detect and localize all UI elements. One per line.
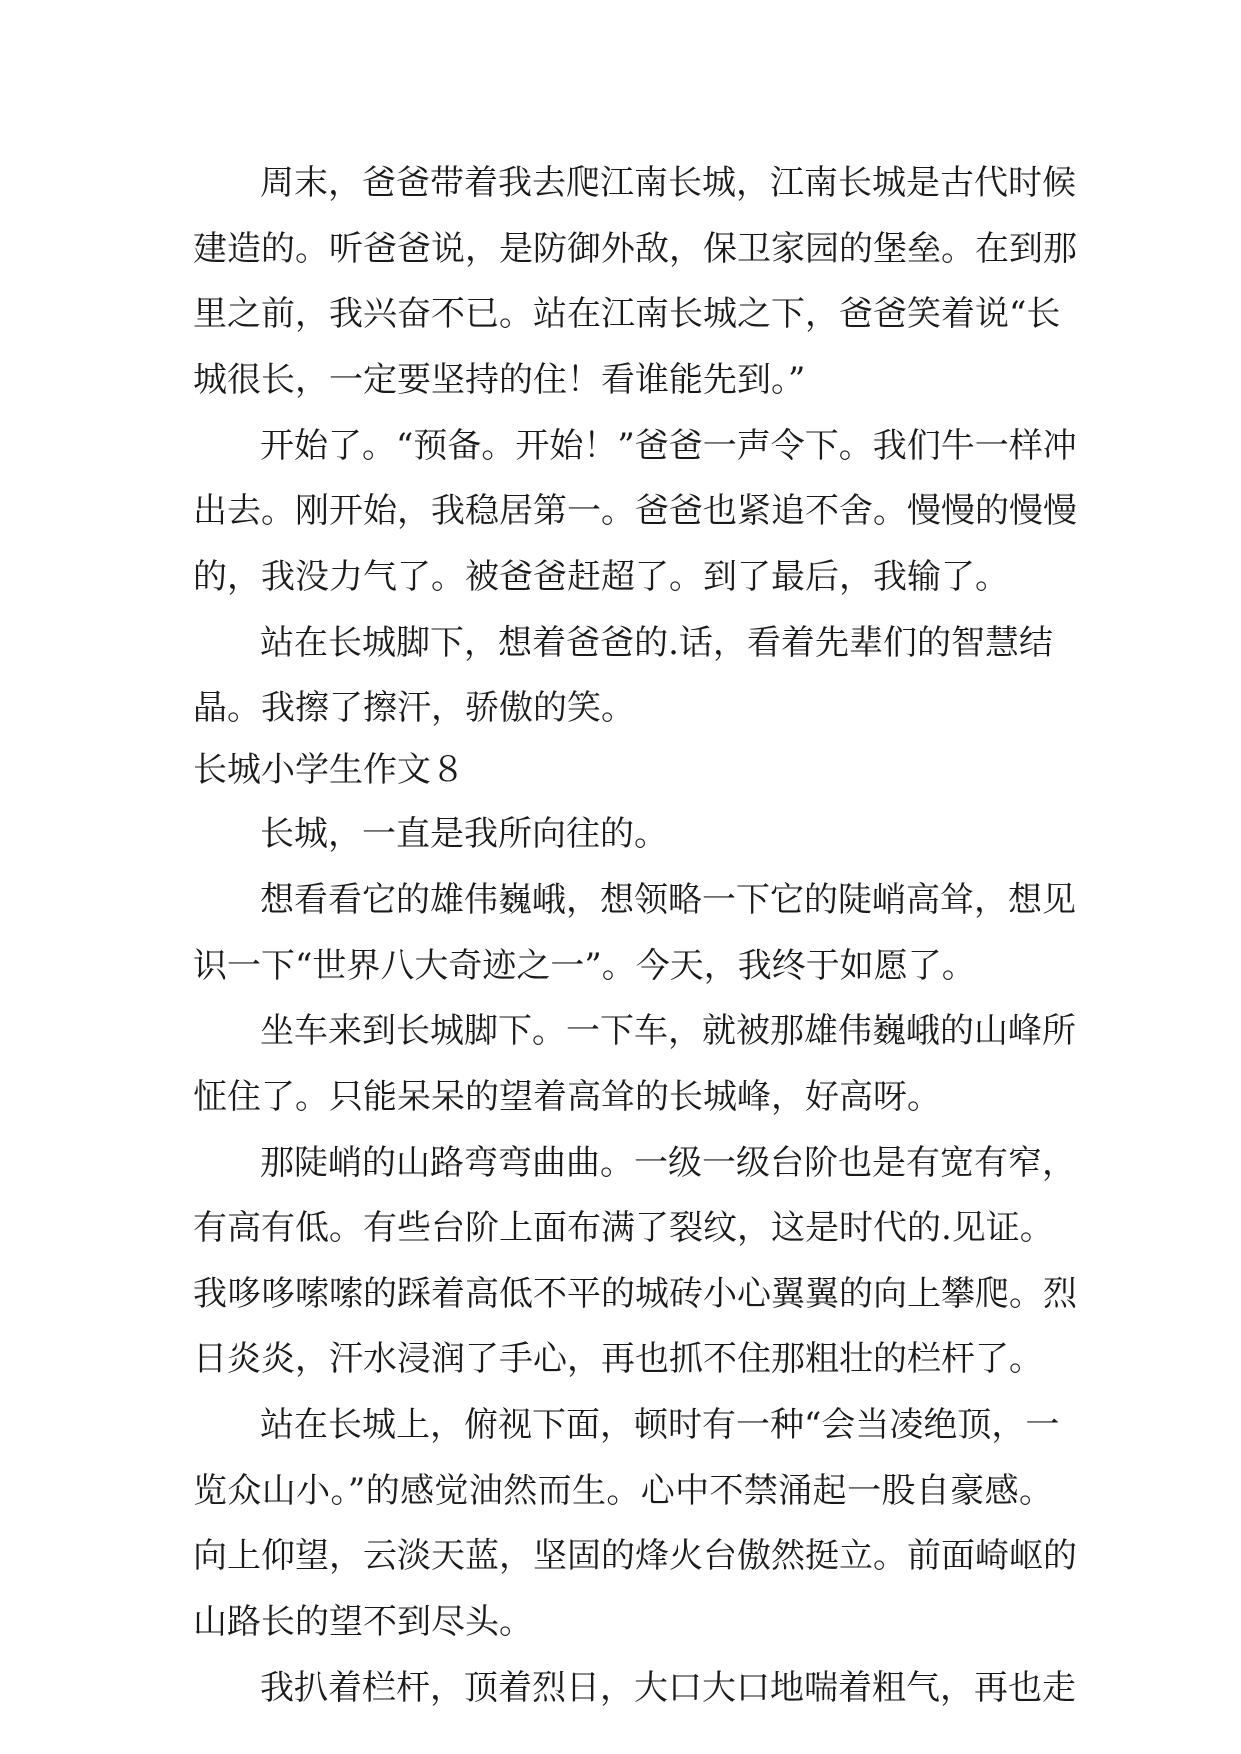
paragraph-line: 我扒着栏杆，顶着烈日，大口大口地喘着粗气，再也走 (260, 1668, 1076, 1708)
essay-title: 长城小学生作文８ (193, 750, 465, 790)
paragraph-line: 城很长，一定要坚持的住！看谁能先到。” (193, 360, 806, 400)
paragraph-line: 山路长的望不到尽头。 (193, 1602, 533, 1642)
paragraph-line: 向上仰望，云淡天蓝，坚固的烽火台傲然挺立。前面崎岖的 (193, 1536, 1077, 1576)
paragraph-line: 日炎炎，汗水浸润了手心，再也抓不住那粗壮的栏杆了。 (193, 1339, 1043, 1379)
paragraph-line: 开始了。“预备。开始！”爸爸一声令下。我们牛一样冲 (260, 426, 1077, 466)
paragraph-line: 怔住了。只能呆呆的望着高耸的长城峰，好高呀。 (193, 1077, 941, 1117)
paragraph-line: 识一下“世界八大奇迹之一”。今天，我终于如愿了。 (193, 946, 976, 986)
paragraph-line: 建造的。听爸爸说，是防御外敌，保卫家园的堡垒。在到那 (193, 229, 1077, 269)
paragraph-line: 晶。我擦了擦汗，骄傲的笑。 (193, 688, 635, 728)
paragraph-line: 有高有低。有些台阶上面布满了裂纹，这是时代的.见证。 (193, 1208, 1054, 1248)
paragraph-line: 的，我没力气了。被爸爸赶超了。到了最后，我输了。 (193, 557, 1009, 597)
paragraph-line: 我哆哆嗦嗦的踩着高低不平的城砖小心翼翼的向上攀爬。烈 (193, 1274, 1077, 1314)
paragraph-line: 览众山小。”的感觉油然而生。心中不禁涌起一股自豪感。 (193, 1471, 1053, 1511)
paragraph-line: 想看看它的雄伟巍峨，想领略一下它的陡峭高耸，想见 (260, 880, 1076, 920)
paragraph-line: 那陡峭的山路弯弯曲曲。一级一级台阶也是有宽有窄， (260, 1143, 1076, 1183)
paragraph-line: 周末，爸爸带着我去爬江南长城，江南长城是古代时候 (260, 163, 1076, 203)
paragraph-line: 出去。刚开始，我稳居第一。爸爸也紧追不舍。慢慢的慢慢 (193, 491, 1077, 531)
paragraph-line: 站在长城脚下，想着爸爸的.话，看着先辈们的智慧结 (260, 623, 1053, 663)
paragraph-line: 里之前，我兴奋不已。站在江南长城之下，爸爸笑着说“长 (193, 294, 1061, 334)
paragraph-line: 坐车来到长城脚下。一下车，就被那雄伟巍峨的山峰所 (260, 1011, 1076, 1051)
paragraph-line: 站在长城上，俯视下面，顿时有一种“会当凌绝顶，一 (260, 1405, 1060, 1445)
paragraph-line: 长城，一直是我所向往的。 (260, 814, 668, 854)
